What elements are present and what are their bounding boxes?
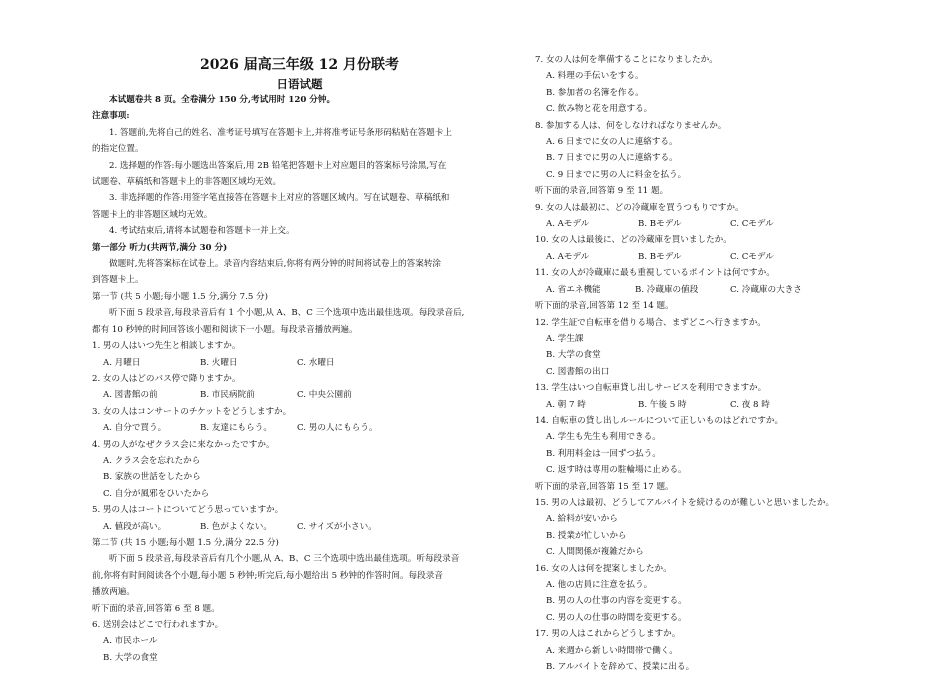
option-c[interactable]: C. 人間関係が複雑だから: [546, 547, 644, 558]
question-7: 7. 女の人は何を準備することになりましたか。: [535, 55, 718, 65]
note-line: 答题卡上的非答题区域均无效。: [92, 209, 213, 220]
option-b[interactable]: B. 冷蔵庫の値段: [635, 284, 699, 295]
instruction-6-8: 听下面的录音,回答第 6 至 8 题。: [92, 603, 220, 614]
option-c[interactable]: C. Cモデル: [730, 219, 774, 230]
question-6: 6. 送別会はどこで行われますか。: [92, 620, 224, 630]
option-b[interactable]: B. 火曜日: [200, 357, 238, 368]
option-a[interactable]: A. 他の店員に注意を払う。: [546, 580, 653, 590]
section1-heading: 第一节 (共 5 小题;每小题 1.5 分,满分 7.5 分): [92, 291, 268, 302]
instruction-9-11: 听下面的录音,回答第 9 至 11 题。: [535, 186, 669, 197]
options-10: [535, 249, 875, 265]
option-c[interactable]: C. 9 日までに男の人に料金を払う。: [546, 169, 687, 180]
option-b[interactable]: B. 色がよくない。: [200, 521, 272, 532]
section1-intro: 听下面 5 段录音,每段录音后有 1 个小题,从 A、B、C 三个选项中选出最佳选项。每段录音后,: [109, 308, 465, 319]
option-b[interactable]: B. 大学の食堂: [546, 350, 601, 361]
options-9: [535, 216, 875, 232]
note-line: 1. 答题前,先将自己的姓名、准考证号填写在答题卡上,并将准考证号条形码粘贴在答题卡上: [109, 127, 452, 138]
option-b[interactable]: B. 利用料金は一回ずつ払う。: [546, 448, 661, 459]
option-a[interactable]: A. 月曜日: [103, 357, 141, 368]
option-c[interactable]: C. 男の人の仕事の時間を変更する。: [546, 612, 687, 623]
section1-intro: 都有 10 秒钟的时间回答该小题和阅读下一小题。每段录音播放两遍。: [92, 324, 358, 335]
option-a[interactable]: A. 学生課: [546, 333, 584, 344]
option-a[interactable]: A. 自分で買う。: [103, 423, 167, 434]
option-a[interactable]: A. Aモデル: [546, 251, 590, 262]
question-3: 3. 女の人はコンサートのチケットをどうしますか。: [92, 406, 292, 417]
option-c[interactable]: C. 夜 8 時: [730, 399, 770, 410]
question-4: 4. 男の人がなぜクラス会に来なかったですか。: [92, 439, 275, 450]
option-b[interactable]: B. 7 日までに男の人に連絡する。: [546, 153, 678, 164]
option-c[interactable]: C. Cモデル: [730, 251, 774, 262]
options-13: [535, 397, 875, 413]
question-5: 5. 男の人はコートについてどう思っていますか。: [92, 505, 284, 516]
option-c[interactable]: C. サイズが小さい。: [297, 521, 377, 532]
options-1: [92, 355, 507, 371]
option-b[interactable]: B. 授業が忙しいから: [546, 530, 627, 541]
option-b[interactable]: B. Bモデル: [638, 219, 682, 230]
option-b[interactable]: B. 市民病院前: [200, 390, 255, 401]
option-b[interactable]: B. Bモデル: [638, 251, 682, 262]
section2-intro: 前,你将有时间阅读各个小题,每小题 5 秒钟;听完后,每小题给出 5 秒钟的作答时间。每段录音: [92, 570, 443, 581]
exam-title: 2026 届高三年级 12 月份联考: [199, 57, 400, 73]
option-a[interactable]: A. 給料が安いから: [546, 514, 618, 525]
part1-intro: 做题时,先将答案标在试卷上。录音内容结束后,你将有两分钟的时间将试卷上的答案转涂: [109, 259, 442, 270]
option-b[interactable]: B. 午後 5 時: [638, 399, 687, 410]
section2-intro: 听下面 5 段录音,每段录音后有几个小题,从 A、B、C 三个选项中选出最佳选项。听每段录音: [109, 554, 460, 565]
section2-heading: 第二节 (共 15 小题;每小题 1.5 分,满分 22.5 分): [92, 537, 279, 548]
option-a[interactable]: A. 図書館の前: [103, 390, 158, 401]
part1-heading: 第一部分 听力(共两节,满分 30 分): [92, 242, 228, 253]
option-a[interactable]: A. 来週から新しい時間帯で働く。: [546, 645, 678, 656]
option-b[interactable]: B. 大学の食堂: [103, 652, 158, 663]
option-b[interactable]: B. 参加者の名簿を作る。: [546, 87, 644, 98]
note-line: 2. 选择题的作答:每小题选出答案后,用 2B 铅笔把答题卡上对应题目的答案标号涂黑,写在: [109, 160, 447, 171]
question-14: 14. 自転車の貸し出しルールについて正しいものはどれですか。: [535, 415, 784, 426]
part1-intro: 到答题卡上。: [92, 275, 144, 286]
option-a[interactable]: A. 6 日までに女の人に連絡する。: [546, 137, 678, 148]
option-a[interactable]: A. 値段が高い。: [103, 521, 167, 532]
question-2: 2. 女の人はどのバス停で降りますか。: [92, 373, 241, 384]
instruction-15-17: 听下面的录音,回答第 15 至 17 题。: [535, 481, 674, 492]
option-a[interactable]: A. 市民ホール: [103, 636, 158, 647]
option-c[interactable]: C. 水曜日: [297, 357, 335, 368]
option-a[interactable]: A. Aモデル: [546, 219, 590, 230]
option-a[interactable]: A. 省エネ機能: [546, 284, 601, 295]
exam-subject: 日语试题: [276, 77, 323, 91]
question-8: 8. 参加する人は、何をしなければなりませんか。: [535, 120, 727, 131]
question-16: 16. 女の人は何を提案しましたか。: [535, 563, 672, 574]
note-line: 试题卷、草稿纸和答题卡上的非答题区域均无效。: [92, 177, 282, 188]
question-17: 17. 男の人はこれからどうしますか。: [535, 629, 681, 640]
option-c[interactable]: C. 男の人にもらう。: [297, 423, 378, 434]
note-line: 3. 非选择题的作答:用签字笔直接答在答题卡上对应的答题区域内。写在试题卷、草稿纸和: [109, 193, 450, 204]
exam-info: 本试题卷共 8 页。全卷满分 150 分,考试用时 120 分钟。: [109, 95, 336, 105]
question-9: 9. 女の人は最初に、どの冷蔵庫を買うつもりですか。: [535, 202, 744, 213]
option-a[interactable]: A. 学生も先生も利用できる。: [546, 432, 661, 443]
note-line: 的指定位置。: [92, 144, 144, 155]
option-b[interactable]: B. 男の人の仕事の内容を変更する。: [546, 596, 687, 607]
section2-intro: 播放两遍。: [92, 587, 135, 598]
option-a[interactable]: A. クラス会を忘れたから: [103, 455, 201, 466]
note-line: 4. 考试结束后,请将本试题卷和答题卡一并上交。: [109, 226, 295, 237]
options-5: [92, 519, 507, 535]
question-13: 13. 学生はいつ自転車貸し出しサービスを利用できますか。: [535, 383, 767, 394]
question-11: 11. 女の人が冷蔵庫に最も重視しているポイントは何ですか。: [535, 268, 775, 279]
option-c[interactable]: C. 返す時は専用の駐輪場に止める。: [546, 465, 687, 476]
instruction-12-14: 听下面的录音,回答第 12 至 14 题。: [535, 301, 674, 312]
options-2: [92, 387, 507, 403]
question-10: 10. 女の人は最後に、どの冷蔵庫を買いましたか。: [535, 235, 732, 246]
option-a[interactable]: A. 朝 7 時: [546, 399, 586, 410]
question-15: 15. 男の人は最初、どうしてアルバイトを続けるのが難しいと思いましたか。: [535, 497, 835, 508]
option-b[interactable]: B. アルバイトを辞めて、授業に出る。: [546, 662, 695, 673]
option-c[interactable]: C. 飲み物と花を用意する。: [546, 104, 653, 115]
options-3: [92, 420, 507, 436]
right-column: [535, 52, 875, 675]
option-c[interactable]: C. 図書館の出口: [546, 366, 610, 377]
options-11: [535, 282, 875, 298]
option-c[interactable]: C. 自分が風邪をひいたから: [103, 488, 210, 499]
question-1: 1. 男の人はいつ先生と相談しますか。: [92, 341, 241, 352]
notes-heading: 注意事项:: [92, 111, 130, 122]
option-a[interactable]: A. 料理の手伝いをする。: [546, 71, 644, 82]
option-b[interactable]: B. 家族の世話をしたから: [103, 472, 201, 483]
option-c[interactable]: C. 中央公園前: [297, 390, 352, 401]
option-c[interactable]: C. 冷蔵庫の大きさ: [730, 284, 802, 295]
left-column: [92, 0, 507, 666]
question-12: 12. 学生証で自転車を借りる場合、まずどこへ行きますか。: [535, 317, 766, 328]
option-b[interactable]: B. 友達にもらう。: [200, 423, 272, 434]
